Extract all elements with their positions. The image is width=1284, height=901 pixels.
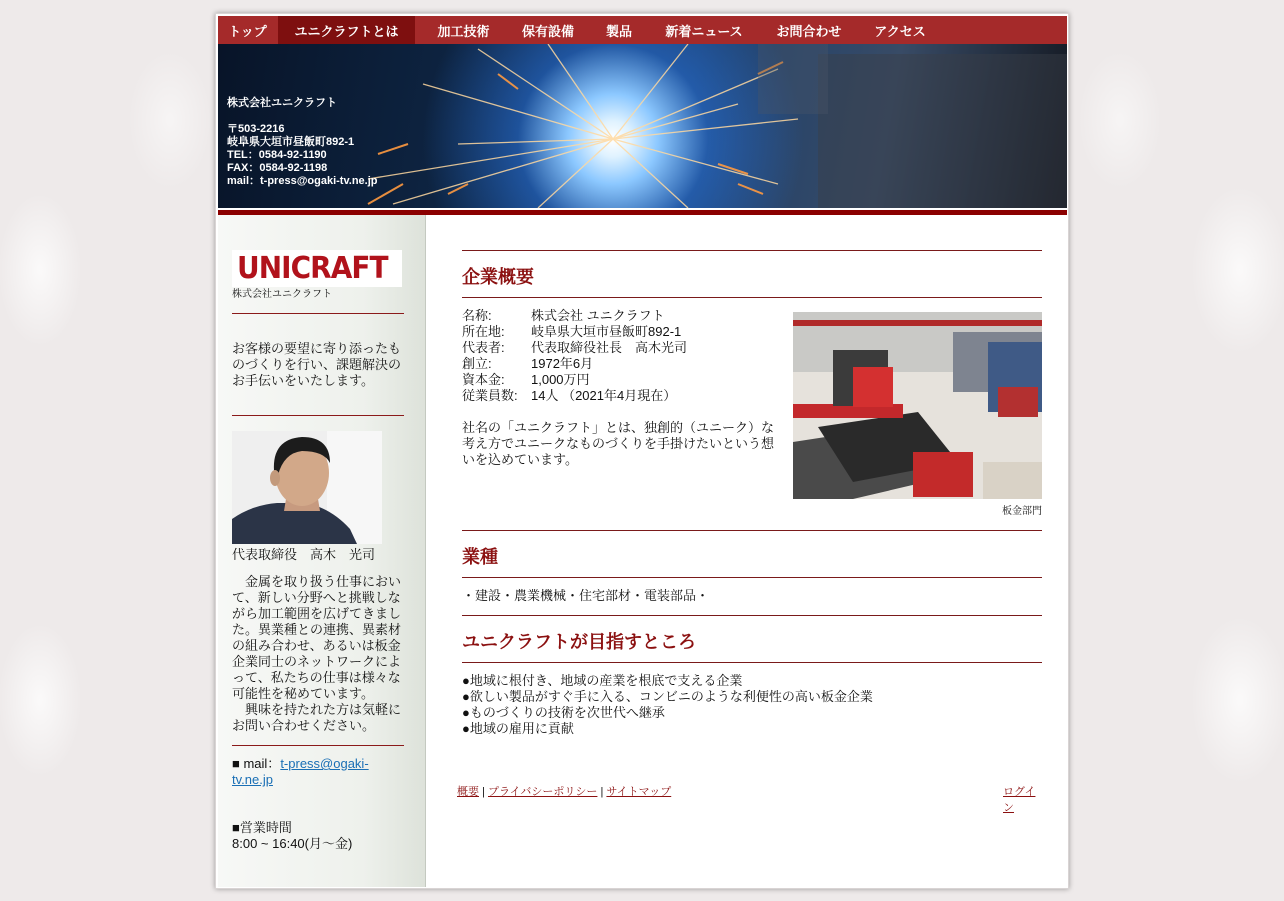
section-rule xyxy=(462,297,1042,298)
header-mail: mail：t-press@ogaki-tv.ne.jp xyxy=(227,175,378,187)
message-paragraph-1: 金属を取り扱う仕事において、新しい分野へと挑戦しながら加工範囲を広げてきました。異業種との連携、異素材の組み合わせ、あるいは板金企業同士のネットワークによって、私たちの仕事は様々な可能性を秘めています。 xyxy=(232,574,402,701)
logo-text: UNICRAFT xyxy=(237,251,388,286)
president-photo xyxy=(232,431,382,544)
info-row: 名称: 株式会社 ユニクラフト xyxy=(462,308,665,323)
logo-caption: 株式会社ユニクラフト xyxy=(232,289,332,300)
header-address: 岐阜県大垣市昼飯町892-1 xyxy=(227,136,355,148)
sidebar-tagline: お客様の要望に寄り添ったものづくりを行い、課題解決のお手伝いをいたします。 xyxy=(232,341,402,388)
mail-link[interactable]: t-press@ogaki-tv.ne.jp xyxy=(232,756,369,787)
main-nav xyxy=(218,16,1067,44)
hours-title: ■営業時間 xyxy=(232,820,292,835)
header-postal: 〒503-2216 xyxy=(227,123,285,135)
photo-caption: 板金部門 xyxy=(1002,506,1042,517)
nav-access[interactable]: アクセス xyxy=(874,23,926,39)
nav-products[interactable]: 製品 xyxy=(605,23,632,39)
section-rule xyxy=(462,577,1042,578)
list-item: ●欲しい製品がすぐ手に入る、コンビニのような利便性の高い板金企業 xyxy=(462,689,873,704)
sidebar xyxy=(218,215,426,887)
president-portrait-image xyxy=(232,431,382,544)
login-link[interactable]: ログイン xyxy=(1003,786,1036,814)
footer-privacy-link[interactable]: プライバシーポリシー xyxy=(487,786,598,798)
aim-list xyxy=(462,673,1042,737)
unicraft-logo[interactable] xyxy=(232,250,402,287)
overview-title: 企業概要 xyxy=(462,267,534,287)
nav-equipment[interactable]: 保有設備 xyxy=(521,23,574,39)
page-container xyxy=(215,13,1069,889)
nav-technology[interactable]: 加工技術 xyxy=(437,23,490,39)
header-banner xyxy=(218,44,1067,208)
section-rule xyxy=(462,662,1042,663)
footer-links xyxy=(457,783,671,799)
president-message xyxy=(232,574,404,734)
info-row: 所在地: 岐阜県大垣市昼飯町892-1 xyxy=(462,324,682,339)
president-caption: 代表取締役 高木 光司 xyxy=(232,547,376,562)
nav-news[interactable]: 新着ニュース xyxy=(665,23,743,39)
hours-value: 8:00 ~ 16:40(月〜金) xyxy=(232,836,353,851)
company-info-table xyxy=(462,308,782,468)
header-company: 株式会社ユニクラフト xyxy=(227,97,337,109)
section-rule xyxy=(462,250,1042,251)
nav-contact[interactable]: お問合わせ xyxy=(776,23,842,39)
header-contact-block xyxy=(227,97,378,188)
sidebar-mail xyxy=(232,756,404,788)
list-item: ●地域に根付き、地域の産業を根底で支える企業 xyxy=(462,673,743,688)
info-row: 代表者: 代表取締役社長 高木光司 xyxy=(462,340,688,355)
aim-title: ユニクラフトが目指すところ xyxy=(462,632,696,652)
list-item: ●ものづくりの技術を次世代へ継承 xyxy=(462,705,665,720)
sidebar-divider xyxy=(232,745,404,746)
header-tel: TEL：0584-92-1190 xyxy=(227,149,327,161)
message-paragraph-2: 興味を持たれた方は気軽にお問い合わせください。 xyxy=(232,702,402,733)
company-description: 社名の「ユニクラフト」とは、独創的（ユニーク）な考え方でユニークなものづくりを手掛けたいという想いを込めています。 xyxy=(462,420,775,467)
info-row: 創立: 1972年6月 xyxy=(462,356,594,371)
header-fax: FAX：0584-92-1198 xyxy=(227,162,328,174)
footer-separator: | xyxy=(482,786,485,798)
sidebar-divider xyxy=(232,415,404,416)
footer-sitemap-link[interactable]: サイトマップ xyxy=(606,786,672,798)
business-hours xyxy=(232,820,404,852)
list-item: ●地域の雇用に貢献 xyxy=(462,721,574,736)
factory-photo xyxy=(793,312,1042,499)
factory-floor-image xyxy=(793,312,1042,499)
sidebar-divider xyxy=(232,313,404,314)
footer-separator: | xyxy=(600,786,604,798)
section-rule xyxy=(462,530,1042,531)
info-row: 従業員数: 14人 （2021年4月現在） xyxy=(462,388,677,403)
footer-overview-link[interactable]: 概要 xyxy=(457,786,479,798)
mail-prefix: ■ mail： xyxy=(232,756,281,771)
info-row: 資本金: 1,000万円 xyxy=(462,372,590,387)
nav-top[interactable]: トップ xyxy=(228,23,267,39)
section-rule xyxy=(462,615,1042,616)
business-title: 業種 xyxy=(462,547,498,567)
business-text: ・建設・農業機械・住宅部材・電装部品・ xyxy=(462,588,710,603)
nav-about[interactable]: ユニクラフトとは xyxy=(278,16,415,44)
